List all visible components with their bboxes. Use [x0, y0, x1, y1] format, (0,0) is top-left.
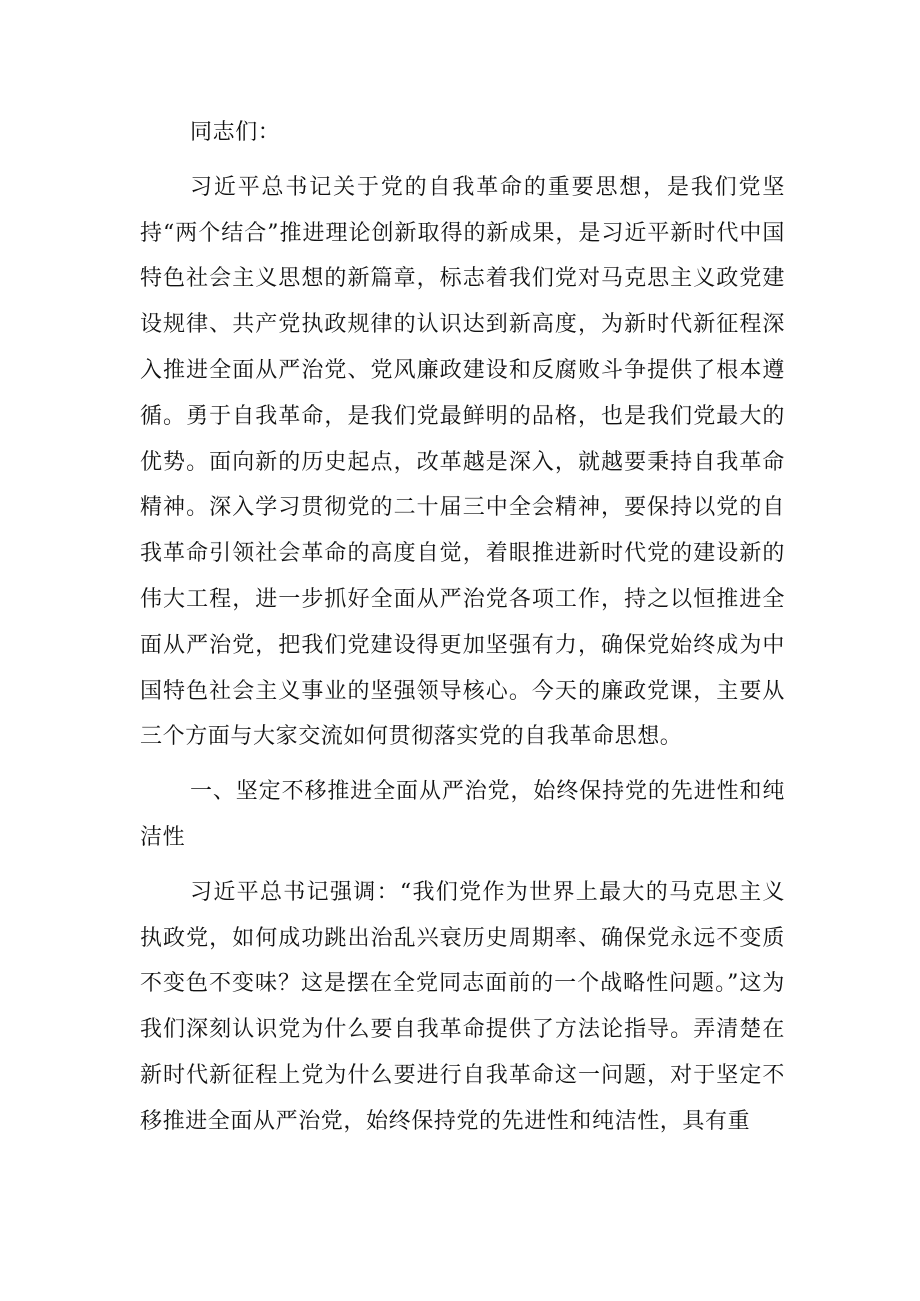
document-body: [140, 110, 785, 1154]
intro-paragraph: 习近平总书记关于党的自我革命的重要思想，是我们党坚持“两个结合”推进理论创新取得的新成果，是习近平新时代中国特色社会主义思想的新篇章，标志着我们党对马克思主义政党建设规律、共产党执政规律的认识达到新高度，为新时代新征程深入推进全面从严治党、党风廉政建设和反腐败斗争提供了根本遵循。勇于自我革命，是我们党最鲜明的品格，也是我们党最大的优势。面向新的历史起点，改革越是深入，就越要秉持自我革命精神。深入学习贯彻党的二十届三中全会精神，要保持以党的自我革命引领社会革命的高度自觉，着眼推进新时代党的建设新的伟大工程，进一步抓好全面从严治党各项工作，持之以恒推进全面从严治党，把我们党建设得更加坚强有力，确保党始终成为中国特色社会主义事业的坚强领导核心。今天的廉政党课，主要从三个方面与大家交流如何贯彻落实党的自我革命思想。: [140, 174, 785, 750]
salutation: 同志们：: [190, 120, 281, 145]
section-heading-1: 一、坚定不移推进全面从严治党，始终保持党的先进性和纯洁性: [140, 779, 785, 850]
section-1-paragraph: 习近平总书记强调：“我们党作为世界上最大的马克思主义执政党，如何成功跳出治乱兴衰历史周期率、确保党永远不变质不变色不变味？这是摆在全党同志面前的一个战略性问题。”这为我们深刻认识党为什么要自我革命提供了方法论指导。弄清楚在新时代新征程上党为什么要进行自我革命这一问题，对于坚定不移推进全面从严治党，始终保持党的先进性和纯洁性，具有重: [140, 879, 785, 1134]
